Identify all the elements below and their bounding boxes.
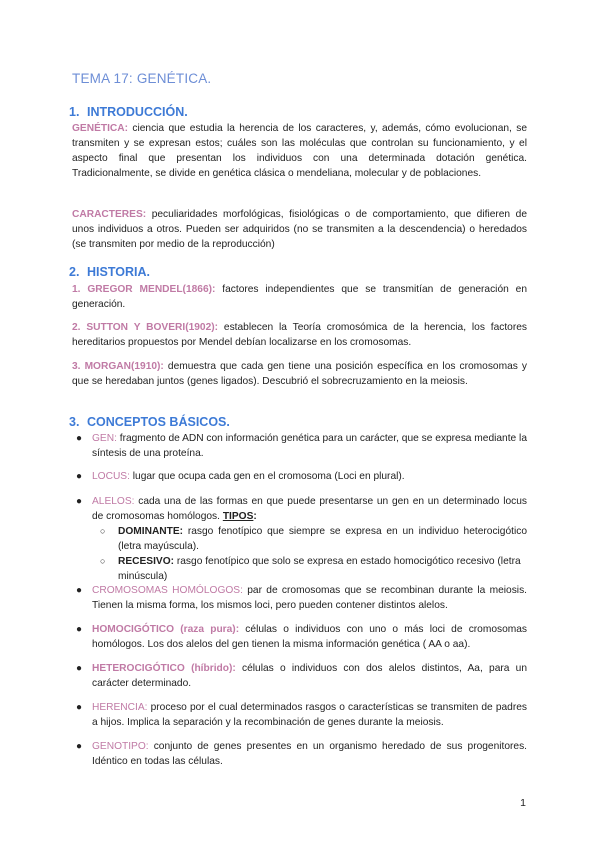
definition-caracteres: peculiaridades morfológicas, fisiológicas o de comportamiento, que difieren de unos individuos a otros. Pueden ser adquiridos (no se transmiten a la descendencia) o heredados (se transmiten por medio de la reproducción) (72, 209, 527, 250)
section-heading-historia (69, 265, 150, 279)
bullet-icon: ● (76, 624, 83, 635)
historia-item-morgan (72, 359, 527, 389)
definition-cromosomas-homologos: par de cromosomas que se recombinan durante la meiosis. Tienen la misma forma, los mismos loci, pero pueden contener distintos alelos. (92, 585, 527, 611)
term-mendel: 1. GREGOR MENDEL(1866): (72, 284, 216, 295)
definition-genetica: ciencia que estudia la herencia de los caracteres, y, además, cómo evolucionan, se transmiten y se expresan estos; cuáles son las moléculas que controlan su funcionamiento, y el aspecto final que presentan los individuos con una determinada dotación genética. Tradicionalmente, se divide en genética clásica o mendeliana, molecular y de poblaciones. (72, 123, 527, 179)
list-item-alelos (72, 494, 527, 524)
section-heading-conceptos (69, 415, 230, 429)
list-item-locus (72, 469, 527, 484)
section-label: INTRODUCCIÓN. (87, 105, 188, 119)
historia-item-sutton-boveri (72, 320, 527, 350)
definition-locus: lugar que ocupa cada gen en el cromosoma (Loci en plural). (129, 471, 405, 482)
list-item-genotipo (72, 739, 527, 769)
term-genetica: GENÉTICA: (72, 123, 129, 134)
section-number: 2. (69, 265, 80, 279)
text-mendel: factores independientes que se transmitían de generación en generación. (72, 284, 527, 310)
term-morgan: 3. MORGAN(1910): (72, 361, 164, 372)
circle-bullet-icon: ○ (100, 526, 106, 536)
term-alelos: ALELOS: (92, 496, 135, 507)
definition-herencia: proceso por el cual determinados rasgos o características se transmiten de padres a hijos. Implica la separación y la recombinación de genes durante la meiosis. (92, 702, 527, 728)
list-item-cromosomas-homologos (72, 583, 527, 613)
term-genotipo: GENOTIPO: (92, 741, 149, 752)
definition-gen: fragmento de ADN con información genética para un carácter, que se expresa mediante la síntesis de una proteína. (92, 433, 527, 459)
sub-item-recesivo (92, 554, 527, 584)
term-gen: GEN: (92, 433, 117, 444)
bullet-icon: ● (76, 496, 83, 507)
definition-dominante: rasgo fenotípico que siempre se expresa en un individuo heterocigótico (letra mayúscula). (118, 526, 527, 552)
text-morgan: demuestra que cada gen tiene una posición específica en los cromosomas y que se heredaban juntos (genes ligados). Descubrió el sobrecruzamiento en la meiosis. (72, 361, 528, 387)
bullet-icon: ● (76, 433, 83, 444)
term-heterocigotico: HETEROCIGÓTICO (híbrido): (92, 663, 236, 674)
section-number: 3. (69, 415, 80, 429)
historia-item-mendel (72, 282, 527, 312)
page-title: TEMA 17: GENÉTICA. (72, 71, 212, 86)
bullet-icon: ● (76, 585, 83, 596)
sub-item-dominante (92, 524, 527, 554)
list-item-homocigotico (72, 622, 527, 652)
term-caracteres: CARACTERES: (72, 209, 147, 220)
term-herencia: HERENCIA: (92, 702, 148, 713)
definition-recesivo: rasgo fenotípico que solo se expresa en estado homocigótico recesivo (letra minúscula) (118, 556, 521, 582)
list-item-herencia (72, 700, 527, 730)
bullet-icon: ● (76, 663, 83, 674)
section-heading-introduccion (69, 105, 188, 119)
bullet-icon: ● (76, 702, 83, 713)
term-recesivo: RECESIVO: (118, 556, 175, 567)
page-number: 1 (520, 797, 526, 809)
list-item-heterocigotico (72, 661, 527, 691)
definition-genotipo: conjunto de genes presentes en un organismo heredado de sus progenitores. Idéntico en todas las células. (92, 741, 527, 767)
term-sutton-boveri: 2. SUTTON Y BOVERI(1902): (72, 322, 219, 333)
term-homocigotico: HOMOCIGÓTICO (raza pura): (92, 624, 240, 635)
circle-bullet-icon: ○ (100, 556, 106, 566)
tipos-colon: : (253, 511, 257, 522)
section-label: CONCEPTOS BÁSICOS. (87, 415, 230, 429)
section-label: HISTORIA. (87, 265, 150, 279)
term-cromosomas-homologos: CROMOSOMAS HOMÓLOGOS: (92, 585, 243, 596)
definition-heterocigotico: células o individuos con dos alelos distintos, Aa, para un carácter determinado. (92, 663, 527, 689)
definition-homocigotico: células o individuos con uno o más loci de cromosomas homólogos. Los dos alelos del gen tienen la misma información genética ( AA o aa). (92, 624, 528, 650)
term-locus: LOCUS: (92, 471, 130, 482)
bullet-icon: ● (76, 471, 83, 482)
text-sutton-boveri: establecen la Teoría cromosómica de la herencia, los factores hereditarios propuestos por Mendel debían localizarse en los cromosomas. (72, 322, 528, 348)
paragraph-genetica (72, 121, 527, 181)
bullet-icon: ● (76, 741, 83, 752)
term-dominante: DOMINANTE: (118, 526, 184, 537)
list-item-gen (72, 431, 527, 461)
definition-alelos: cada una de las formas en que puede presentarse un gen en un determinado locus de cromosomas homólogos. (92, 496, 527, 522)
section-number: 1. (69, 105, 80, 119)
tipos-label: TIPOS (222, 511, 254, 522)
paragraph-caracteres (72, 207, 527, 252)
